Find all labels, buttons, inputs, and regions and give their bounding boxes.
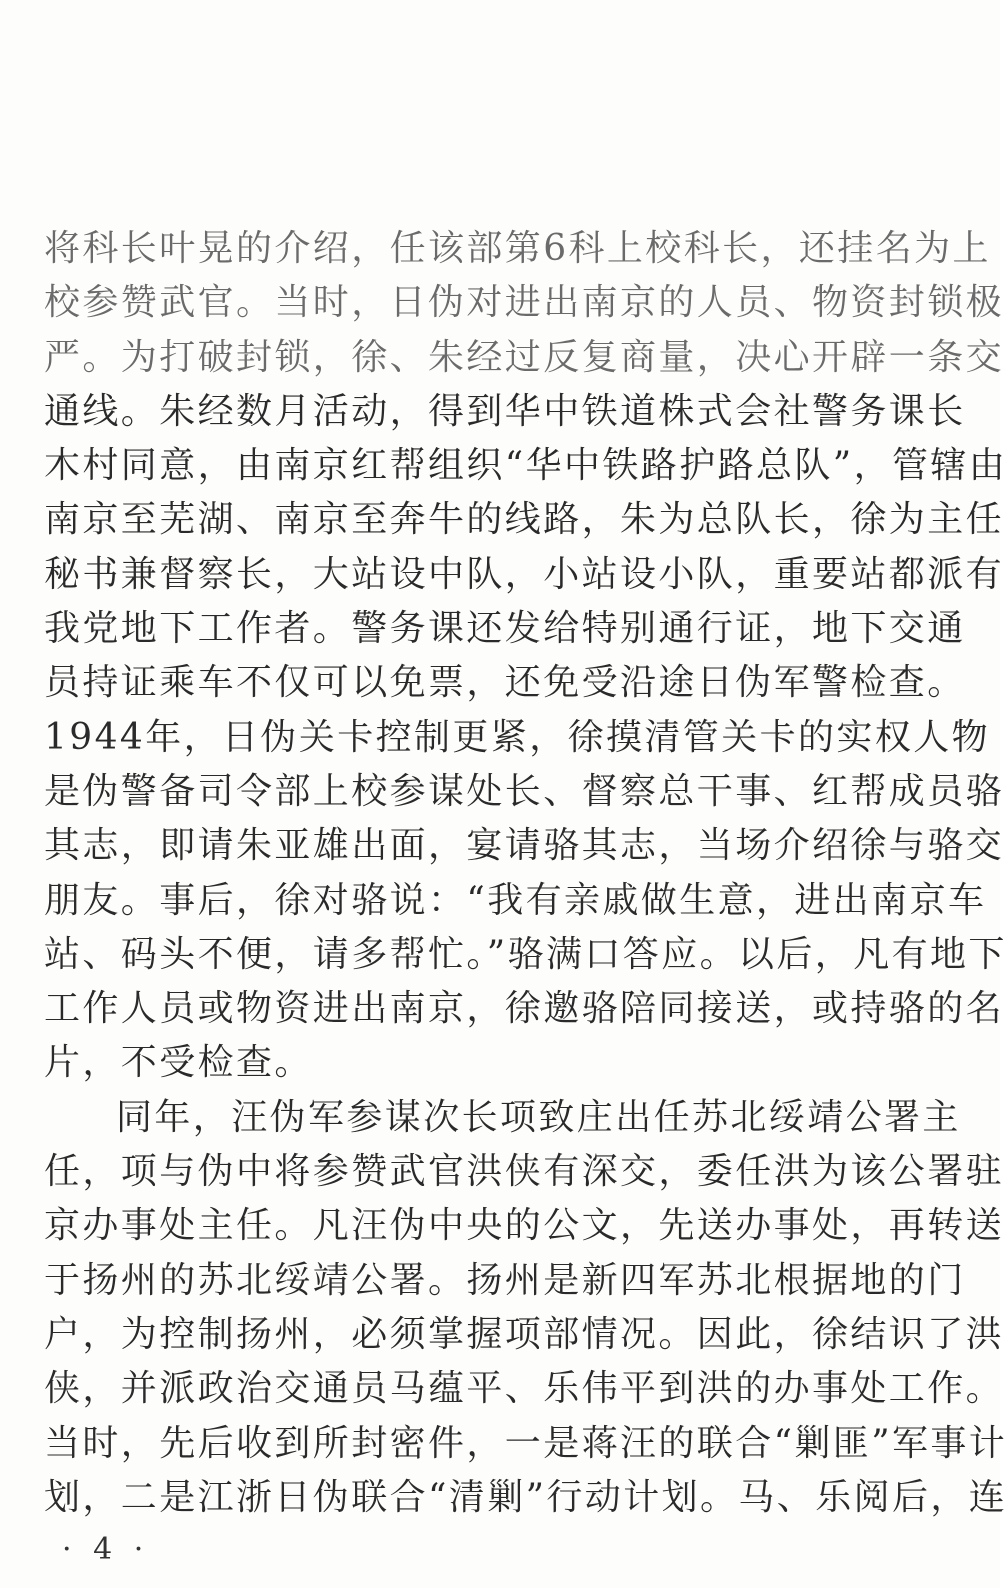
- text-line-23: 当时，先后收到所封密件，一是蒋汪的联合“剿匪”军事计: [44, 1422, 1007, 1464]
- text-line-10: 1944年，日伪关卡控制更紧，徐摸清管关卡的实权人物: [44, 716, 991, 758]
- text-line-13: 朋友。事后，徐对骆说：“我有亲戚做生意，进出南京车: [44, 879, 987, 921]
- text-line-24: 划，二是江浙日伪联合“清剿”行动计划。马、乐阅后，连: [44, 1476, 1007, 1518]
- body-text: [44, 222, 1007, 1525]
- text-line-3: 严。为打破封锁，徐、朱经过反复商量，决心开辟一条交: [44, 336, 1005, 378]
- page-number: · 4 ·: [62, 1532, 150, 1567]
- text-line-2: 校参赞武官。当时，日伪对进出南京的人员、物资封锁极: [44, 282, 1005, 324]
- text-line-4: 通线。朱经数月活动，得到华中铁道株式会社警务课长: [44, 390, 966, 432]
- text-line-18: 任，项与伪中将参赞武官洪侠有深交，委任洪为该公署驻: [44, 1151, 1005, 1193]
- text-line-19: 京办事处主任。凡汪伪中央的公文，先送办事处，再转送: [44, 1205, 1005, 1247]
- text-line-11: 是伪警备司令部上校参谋处长、督察总干事、红帮成员骆: [44, 770, 1005, 812]
- text-line-1: 将科长叶晃的介绍，任该部第6科上校科长，还挂名为上: [44, 228, 991, 269]
- text-line-7: 秘书兼督察长，大站设中队，小站设小队，重要站都派有: [44, 553, 1005, 595]
- text-line-5: 木村同意，由南京红帮组织“华中铁路护路总队”，管辖由: [44, 445, 1007, 487]
- text-line-9: 员持证乘车不仅可以免票，还免受沿途日伪军警检查。: [44, 662, 966, 704]
- text-line-20: 于扬州的苏北绥靖公署。扬州是新四军苏北根据地的门: [44, 1259, 966, 1301]
- text-line-12: 其志，即请朱亚雄出面，宴请骆其志，当场介绍徐与骆交: [44, 825, 1005, 867]
- text-line-15: 工作人员或物资进出南京，徐邀骆陪同接送，或持骆的名: [44, 988, 1005, 1030]
- text-line-22: 侠，并派政治交通员马蕴平、乐伟平到洪的办事处工作。: [44, 1368, 1005, 1410]
- text-line-14: 站、码头不便，请多帮忙。”骆满口答应。以后，凡有地下: [44, 933, 1007, 975]
- text-line-6: 南京至芜湖、南京至奔牛的线路，朱为总队长，徐为主任: [44, 499, 1005, 541]
- text-line-8: 我党地下工作者。警务课还发给特别通行证，地下交通: [44, 608, 966, 650]
- text-line-16: 片，不受检查。: [44, 1042, 313, 1084]
- text-line-21: 户，为控制扬州，必须掌握项部情况。因此，徐结识了洪: [44, 1313, 1005, 1355]
- text-line-17: 同年，汪伪军参谋次长项致庄出任苏北绥靖公署主: [116, 1096, 961, 1138]
